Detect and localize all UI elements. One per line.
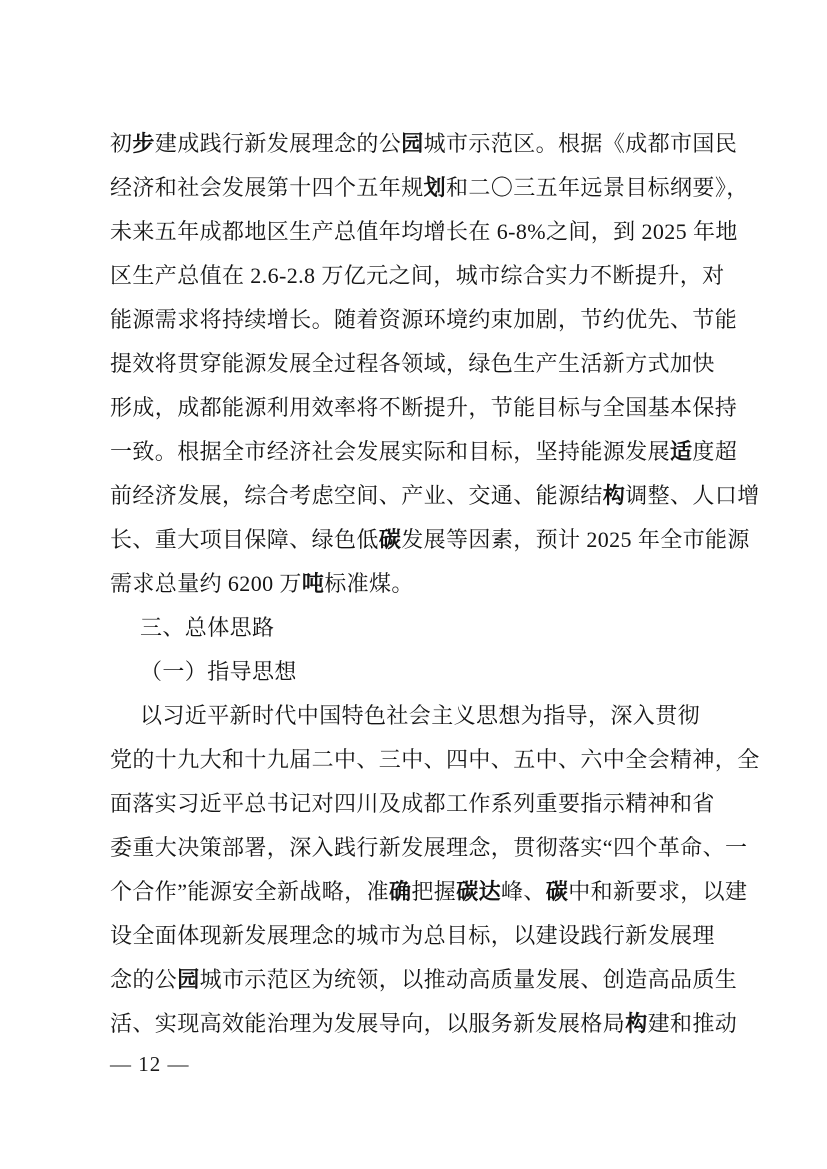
- document-body: [110, 122, 760, 1046]
- text-line: 未来五年成都地区生产总值年均增长在 6-8%之间，到 2025 年地: [110, 219, 738, 244]
- text-line: 党的十九大和十九届二中、三中、四中、五中、六中全会精神，全: [110, 747, 760, 772]
- bold-run: 吨: [301, 571, 325, 596]
- bold-run: 碳: [378, 527, 402, 552]
- heading-subsection-one: [110, 650, 746, 694]
- text-line: 面落实习近平总书记对四川及成都工作系列重要指示精神和省: [110, 791, 715, 816]
- text-line: 一致。根据全市经济社会发展实际和目标，坚持能源发展适度超: [110, 439, 738, 464]
- text-line: 念的公园城市示范区为统领，以推动高质量发展、创造高品质生: [110, 967, 738, 992]
- text-line: 需求总量约 6200 万吨标准煤。: [110, 571, 414, 596]
- paragraph-energy-demand-overview: [110, 122, 760, 606]
- text-line: 活、实现高效能治理为发展导向，以服务新发展格局构建和推动: [110, 1011, 738, 1036]
- text-line: 区生产总值在 2.6-2.8 万亿元之间，城市综合实力不断提升，对: [110, 263, 725, 288]
- text-line: 设全面体现新发展理念的城市为总目标，以建设践行新发展理: [110, 923, 715, 948]
- text-line: 前经济发展，综合考虑空间、产业、交通、能源结构调整、人口增: [110, 483, 760, 508]
- page-number: — 12 —: [110, 1052, 190, 1076]
- text-line: 形成，成都能源利用效率将不断提升，节能目标与全国基本保持: [110, 395, 738, 420]
- text-line: 能源需求将持续增长。随着资源环境约束加剧，节约优先、节能: [110, 307, 738, 332]
- bold-run: 步: [132, 131, 155, 156]
- text-line: 长、重大项目保障、绿色低碳发展等因素，预计 2025 年全市能源: [110, 527, 750, 552]
- bold-run: 园: [401, 131, 424, 156]
- bold-run: 园: [177, 967, 200, 992]
- bold-run: 确: [388, 879, 412, 904]
- bold-run: 适: [670, 439, 693, 464]
- heading-line: （一）指导思想: [140, 659, 297, 684]
- heading-section-three: [110, 606, 746, 650]
- bold-run: 构: [625, 1011, 648, 1036]
- heading-line: 三、总体思路: [140, 615, 275, 640]
- text-line: 初步建成践行新发展理念的公园城市示范区。根据《成都市国民: [110, 131, 738, 156]
- text-line: 提效将贯穿能源发展全过程各领域，绿色生产生活新方式加快: [110, 351, 715, 376]
- bold-run: 划: [423, 175, 447, 200]
- bold-run: 碳: [545, 879, 569, 904]
- paragraph-guiding-ideology: [110, 694, 760, 1046]
- text-line: 个合作”能源安全新战略，准确把握碳达峰、碳中和新要求，以建: [110, 879, 748, 904]
- page-footer: [110, 1050, 190, 1078]
- bold-run: 构: [602, 483, 626, 508]
- text-line: 经济和社会发展第十四个五年规划和二〇三五年远景目标纲要》，: [110, 175, 749, 200]
- bold-run: 碳达: [456, 879, 501, 904]
- text-line: 以习近平新时代中国特色社会主义思想为指导，深入贯彻: [140, 703, 701, 728]
- text-line: 委重大决策部署，深入践行新发展理念，贯彻落实“四个革命、一: [110, 835, 748, 860]
